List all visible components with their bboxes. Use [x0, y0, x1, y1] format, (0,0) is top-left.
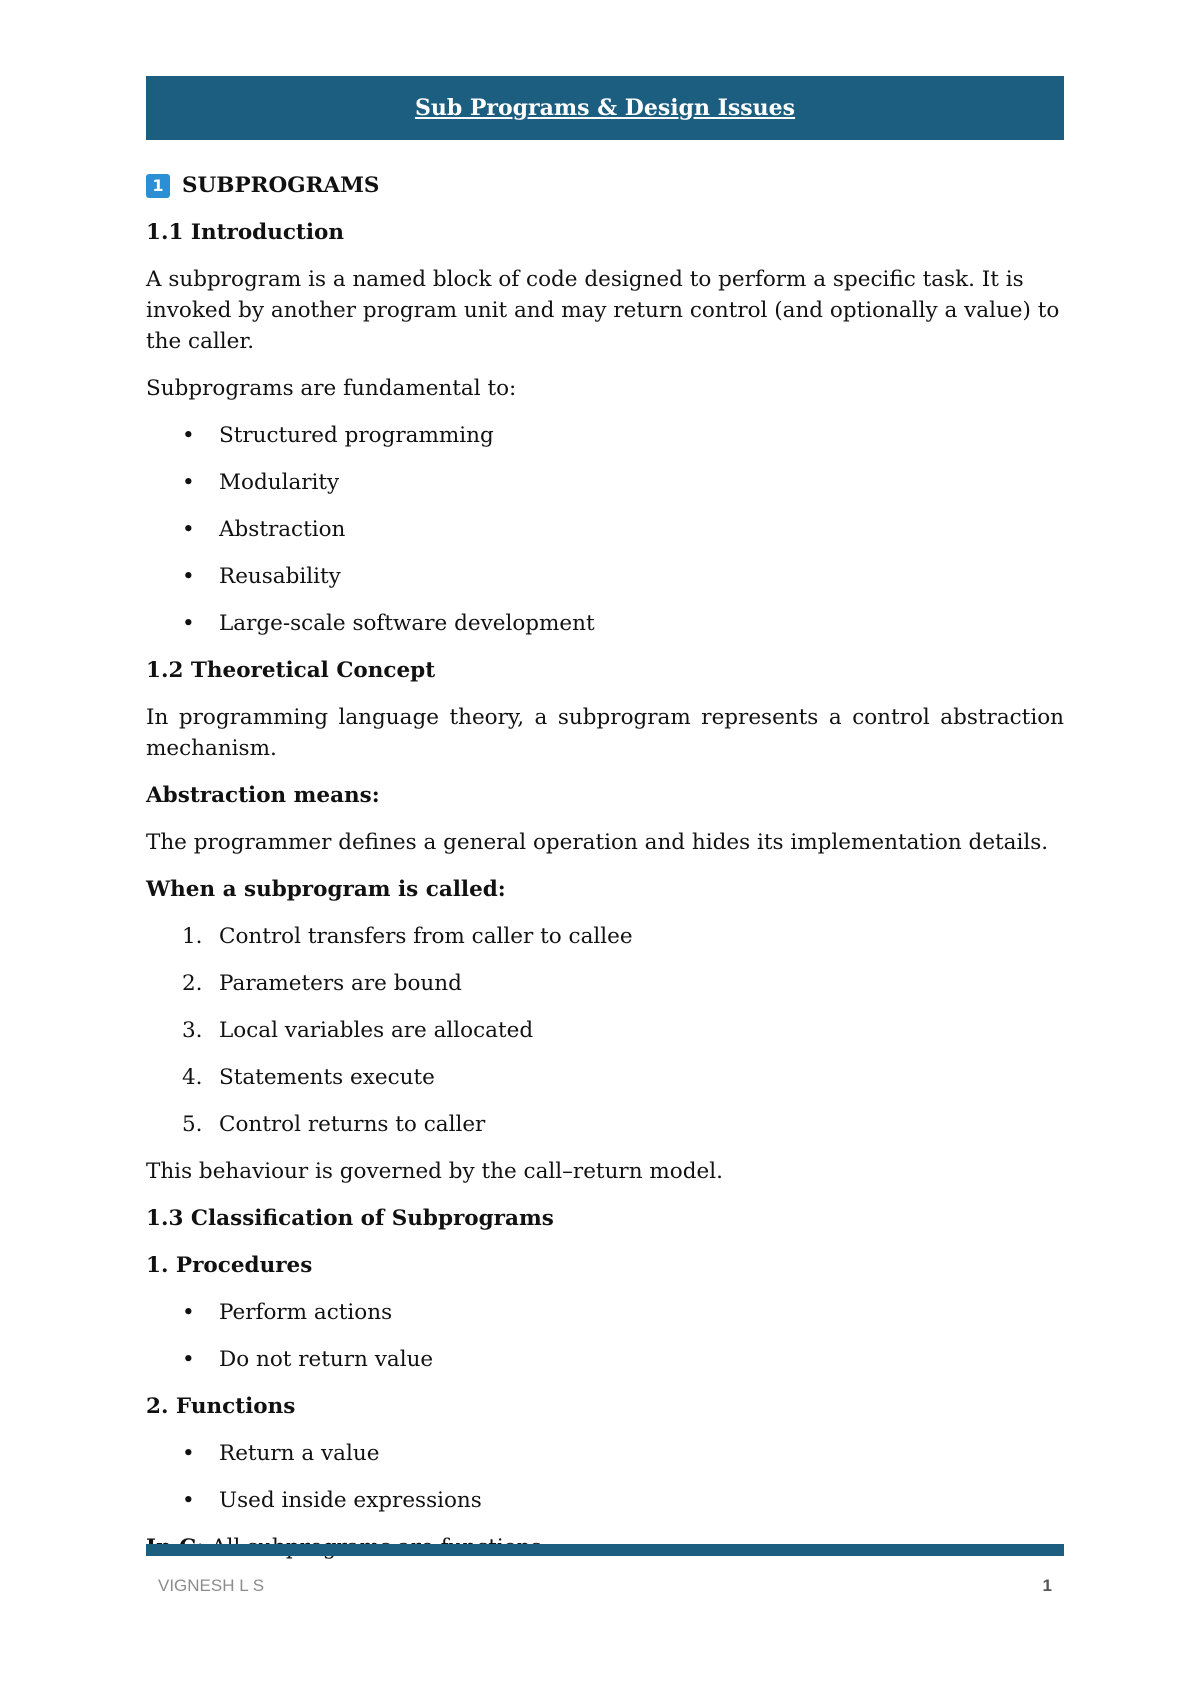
list-item	[146, 561, 1064, 592]
footer-bar	[146, 1544, 1064, 1556]
bullet-icon: •	[182, 423, 195, 448]
bullet-icon: •	[182, 564, 195, 589]
footer-author: VIGNESH L S	[158, 1576, 265, 1595]
list-item-text: Local variables are allocated	[219, 1018, 534, 1043]
step-number: 5.	[182, 1112, 203, 1137]
list-item-text: Statements execute	[219, 1065, 435, 1090]
list-item-text: Control returns to caller	[219, 1112, 486, 1137]
list-item	[146, 467, 1064, 498]
called-label: When a subprogram is called:	[146, 877, 506, 902]
list-item-text: Return a value	[219, 1441, 380, 1466]
list-item	[146, 1344, 1064, 1375]
functions-list	[146, 1438, 1064, 1516]
list-item-text: Reusability	[219, 564, 341, 589]
theory-paragraph: In programming language theory, a subprogram represents a control abstraction mechanism.	[146, 705, 1064, 761]
abstraction-label: Abstraction means:	[146, 783, 380, 808]
list-item	[146, 608, 1064, 639]
intro-list	[146, 420, 1064, 639]
section-heading	[146, 170, 1064, 201]
procedures-list	[146, 1297, 1064, 1375]
step-number: 3.	[182, 1018, 203, 1043]
bullet-icon: •	[182, 470, 195, 495]
list-item	[146, 514, 1064, 545]
section-title: SUBPROGRAMS	[182, 173, 380, 198]
step-number: 2.	[182, 971, 203, 996]
bullet-icon: •	[182, 611, 195, 636]
step-number: 4.	[182, 1065, 203, 1090]
intro-heading: 1.1 Introduction	[146, 220, 345, 245]
theory-heading: 1.2 Theoretical Concept	[146, 658, 436, 683]
functions-heading: 2. Functions	[146, 1394, 296, 1419]
classification-heading: 1.3 Classification of Subprograms	[146, 1206, 554, 1231]
intro-lead: Subprograms are fundamental to:	[146, 376, 517, 401]
bullet-icon: •	[182, 1441, 195, 1466]
list-item	[146, 921, 1064, 952]
bullet-icon: •	[182, 1488, 195, 1513]
page-number: 1	[1042, 1576, 1052, 1595]
title-bar	[146, 76, 1064, 140]
bullet-icon: •	[182, 1347, 195, 1372]
list-item-text: Used inside expressions	[219, 1488, 482, 1513]
model-text: This behaviour is governed by the call–return model.	[146, 1159, 723, 1184]
intro-paragraph: A subprogram is a named block of code designed to perform a specific task. It is invoked by another program unit and may return control (and optionally a value) to the caller.	[146, 267, 1060, 354]
call-steps-list	[146, 921, 1064, 1140]
list-item-text: Large-scale software development	[219, 611, 595, 636]
number-one-icon: 1	[146, 174, 170, 198]
list-item	[146, 1297, 1064, 1328]
list-item	[146, 1109, 1064, 1140]
bullet-icon: •	[182, 1300, 195, 1325]
procedures-heading: 1. Procedures	[146, 1253, 313, 1278]
document-title: Sub Programs & Design Issues	[414, 95, 796, 121]
list-item	[146, 1062, 1064, 1093]
list-item	[146, 968, 1064, 999]
list-item-text: Structured programming	[219, 423, 494, 448]
list-item-text: Abstraction	[219, 517, 346, 542]
step-number: 1.	[182, 924, 203, 949]
list-item	[146, 420, 1064, 451]
abstraction-text: The programmer defines a general operation and hides its implementation details.	[146, 830, 1049, 855]
document-body	[146, 170, 1064, 1579]
list-item-text: Control transfers from caller to callee	[219, 924, 633, 949]
list-item-text: Modularity	[219, 470, 340, 495]
list-item-text: Perform actions	[219, 1300, 393, 1325]
list-item	[146, 1015, 1064, 1046]
bullet-icon: •	[182, 517, 195, 542]
list-item	[146, 1438, 1064, 1469]
list-item	[146, 1485, 1064, 1516]
list-item-text: Do not return value	[219, 1347, 434, 1372]
list-item-text: Parameters are bound	[219, 971, 462, 996]
